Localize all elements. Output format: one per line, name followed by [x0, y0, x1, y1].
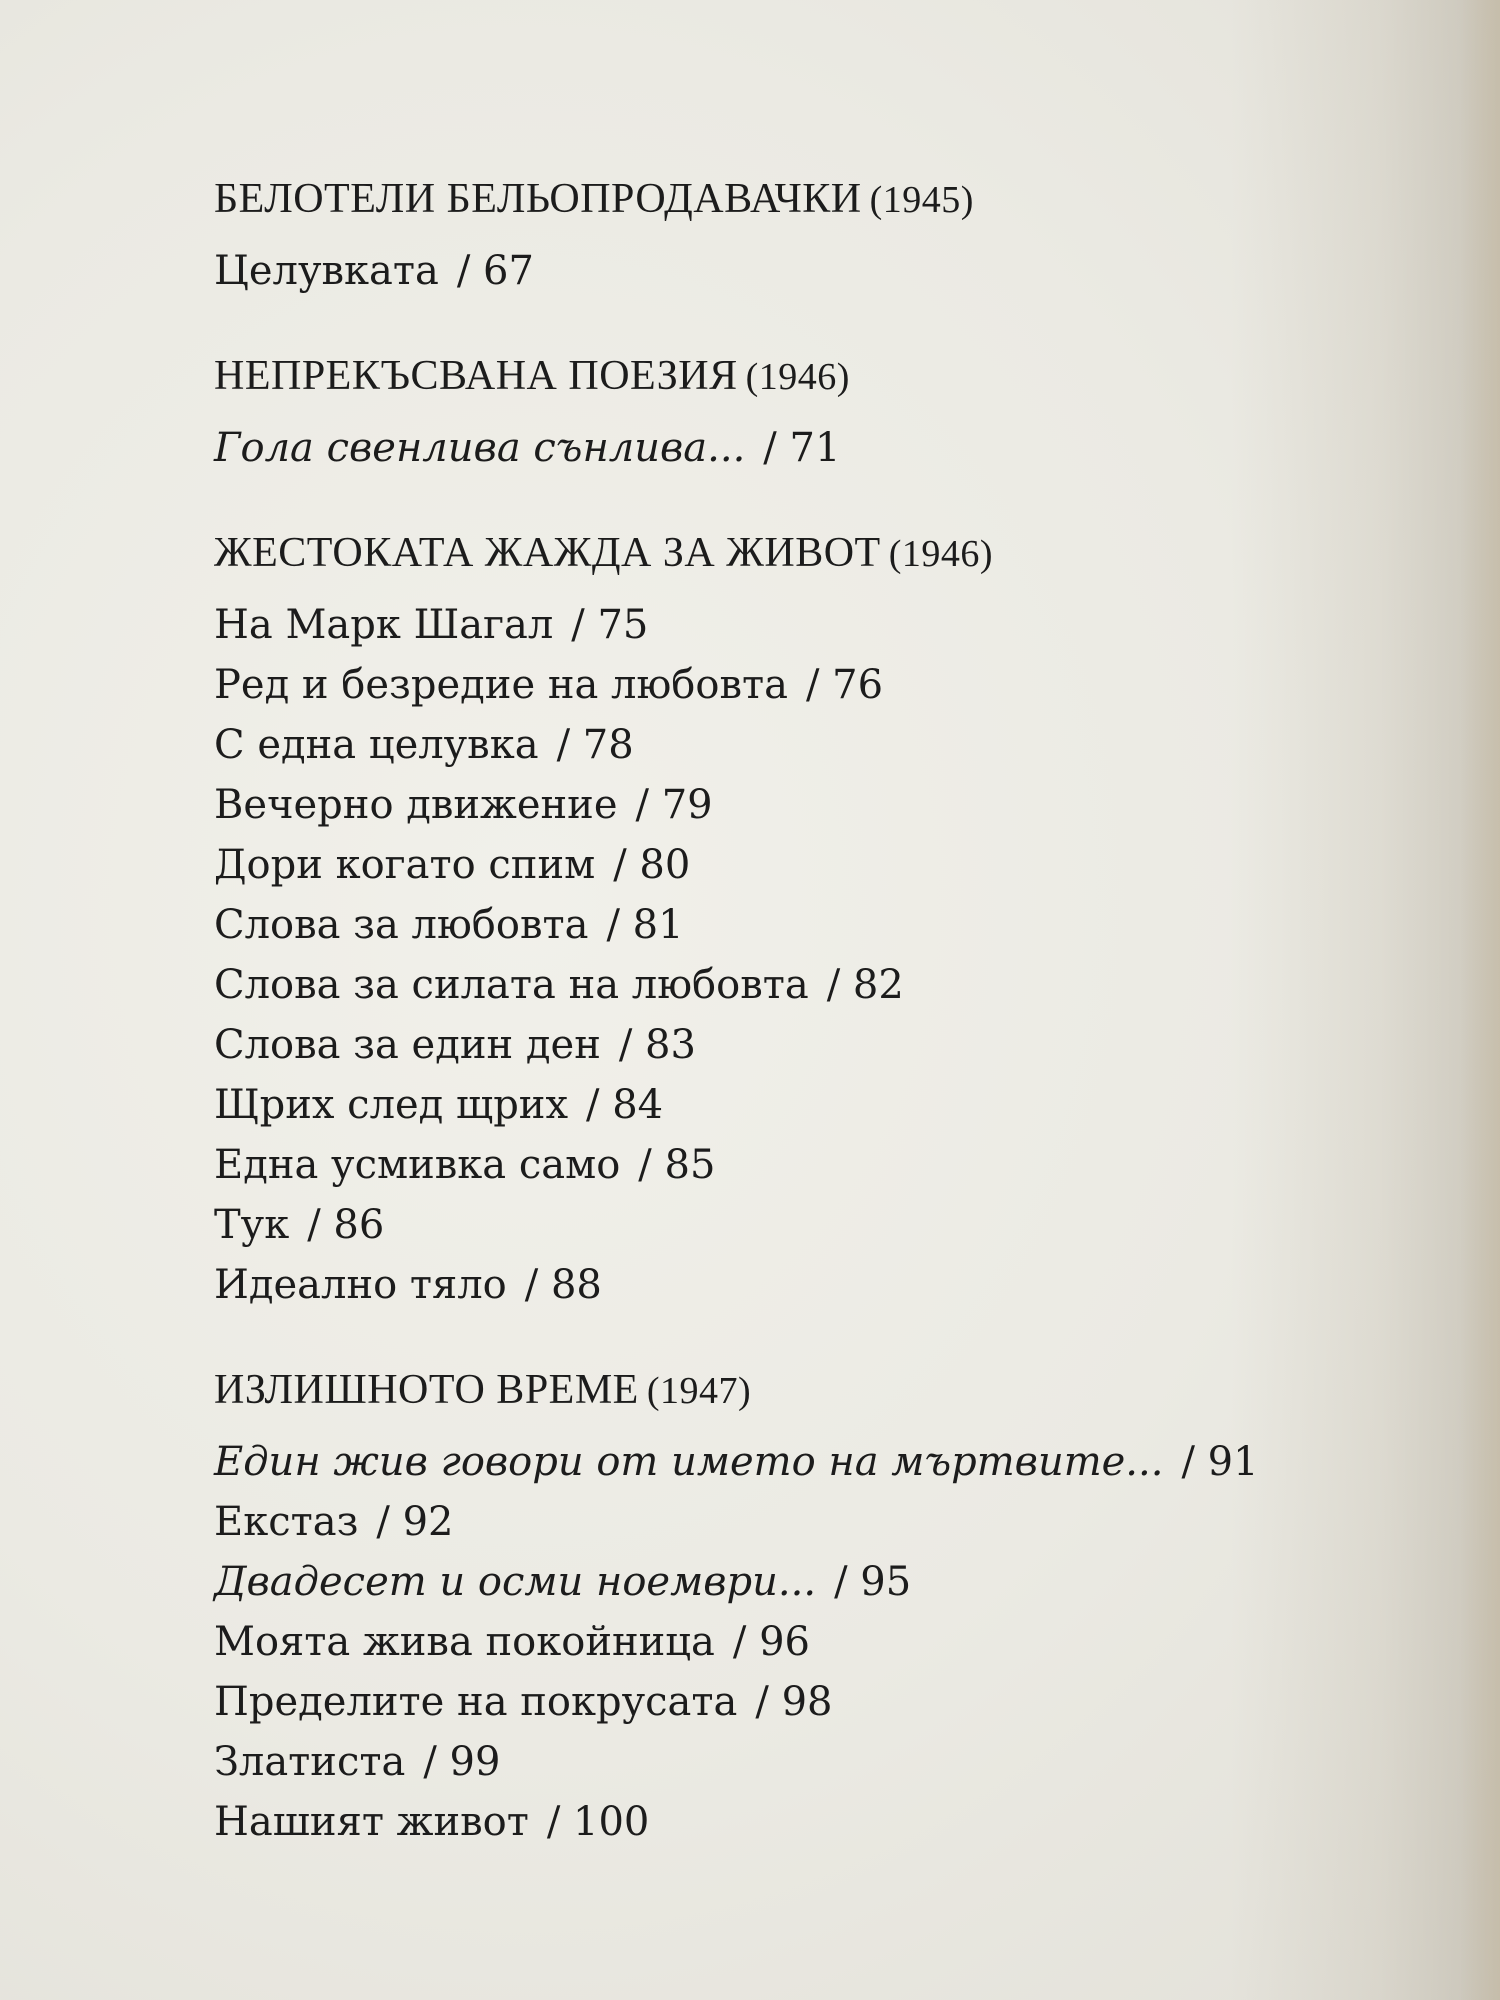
toc-entry	[214, 1432, 1314, 1492]
section-title: НЕПРЕКЪСВАНА ПОЕЗИЯ	[214, 353, 738, 399]
toc-entry	[214, 655, 1314, 715]
toc-entry	[214, 1195, 1314, 1255]
section-title: БЕЛОТЕЛИ БЕЛЬОПРОДАВАЧКИ	[214, 176, 862, 222]
entry-title: На Марк Шагал	[214, 602, 554, 648]
entry-page-number: / 67	[456, 248, 534, 294]
entry-page-number: / 83	[618, 1022, 696, 1068]
toc-entry	[214, 1732, 1314, 1792]
section-year: (1946)	[888, 533, 994, 575]
entry-title: Пределите на покрусата	[214, 1679, 738, 1725]
toc-entry	[214, 1612, 1314, 1672]
toc-entry	[214, 595, 1314, 655]
entry-title: Целувката	[214, 248, 439, 294]
toc-entry	[214, 835, 1314, 895]
toc-section	[214, 524, 1314, 1315]
section-heading	[214, 1361, 1314, 1420]
entry-title: Вечерно движение	[214, 782, 618, 828]
entry-title: Двадесет и осми ноември...	[214, 1559, 817, 1605]
entry-page-number: / 86	[307, 1202, 385, 1248]
entry-title: Ред и безредие на любовта	[214, 662, 788, 708]
toc-entry	[214, 895, 1314, 955]
entry-page-number: / 95	[834, 1559, 912, 1605]
entry-title: Моята жива покойница	[214, 1619, 715, 1665]
section-heading	[214, 524, 1314, 583]
toc-entry	[214, 715, 1314, 775]
entry-page-number: / 78	[556, 722, 634, 768]
entry-page-number: / 88	[524, 1262, 602, 1308]
toc-entry	[214, 1552, 1314, 1612]
page-gutter-shadow	[1460, 0, 1500, 2000]
toc-entry	[214, 1015, 1314, 1075]
toc-entry	[214, 418, 1314, 478]
section-year: (1945)	[869, 179, 974, 221]
entry-title: Една усмивка само	[214, 1142, 621, 1188]
toc-entry	[214, 1135, 1314, 1195]
toc-entry	[214, 1492, 1314, 1552]
section-heading	[214, 347, 1314, 406]
entry-page-number: / 75	[571, 602, 649, 648]
entry-page-number: / 98	[755, 1679, 833, 1725]
table-of-contents	[214, 170, 1314, 1898]
entry-title: Златиста	[214, 1739, 406, 1785]
entry-page-number: / 71	[763, 425, 841, 471]
entry-title: Слова за един ден	[214, 1022, 601, 1068]
entry-title: Гола свенлива сънлива...	[214, 425, 746, 471]
toc-entry	[214, 1672, 1314, 1732]
entry-title: Един жив говори от името на мъртвите...	[214, 1439, 1164, 1485]
toc-entry	[214, 241, 1314, 301]
toc-section	[214, 1361, 1314, 1852]
section-year: (1946)	[745, 356, 850, 398]
section-heading	[214, 170, 1314, 229]
entry-page-number: / 85	[638, 1142, 716, 1188]
entry-page-number: / 84	[586, 1082, 664, 1128]
toc-entry	[214, 1792, 1314, 1852]
entry-page-number: / 76	[805, 662, 884, 708]
entry-title: Щрих след щрих	[214, 1082, 569, 1128]
entry-page-number: / 81	[606, 902, 684, 948]
entry-title: Дори когато спим	[214, 842, 596, 888]
entry-title: С една целувка	[214, 722, 539, 768]
entry-page-number: / 79	[635, 782, 713, 828]
entry-title: Екстаз	[214, 1499, 359, 1545]
entry-title: Идеално тяло	[214, 1262, 507, 1308]
toc-entry	[214, 955, 1314, 1015]
entry-title: Тук	[214, 1202, 290, 1248]
entry-page-number: / 82	[826, 962, 904, 1008]
entry-page-number: / 100	[546, 1799, 650, 1845]
toc-entry	[214, 775, 1314, 835]
entry-title: Слова за силата на любовта	[214, 962, 809, 1008]
entry-page-number: / 99	[423, 1739, 501, 1785]
toc-section	[214, 170, 1314, 301]
entry-page-number: / 80	[613, 842, 691, 888]
section-title: ИЗЛИШНОТО ВРЕМЕ	[214, 1367, 639, 1413]
entry-title: Слова за любовта	[214, 902, 589, 948]
entry-title: Нашият живот	[214, 1799, 529, 1845]
entry-page-number: / 91	[1181, 1439, 1259, 1485]
section-year: (1947)	[646, 1370, 752, 1412]
toc-entry	[214, 1075, 1314, 1135]
section-title: ЖЕСТОКАТА ЖАЖДА ЗА ЖИВОТ	[214, 530, 881, 576]
entry-page-number: / 92	[376, 1499, 454, 1545]
entry-page-number: / 96	[732, 1619, 810, 1665]
toc-entry	[214, 1255, 1314, 1315]
toc-section	[214, 347, 1314, 478]
